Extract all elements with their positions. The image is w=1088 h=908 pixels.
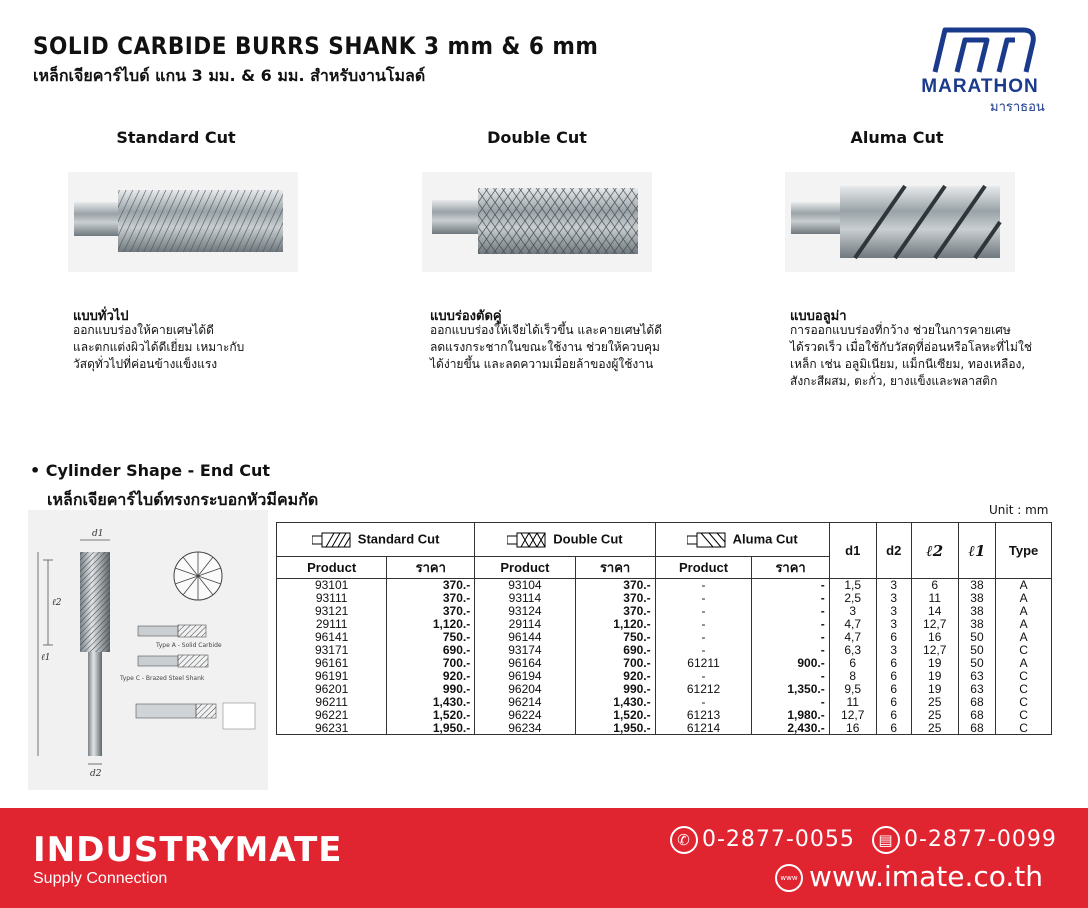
aluma-cut-heading: แบบอลูม่า — [790, 309, 847, 324]
table-cell: A — [996, 592, 1052, 605]
table-row — [277, 657, 1052, 670]
table-cell: - — [655, 579, 752, 592]
table-cell: 370.- — [387, 579, 475, 592]
table-cell: 93111 — [277, 592, 387, 605]
group-standard-cut: Standard Cut — [277, 523, 475, 557]
brand-tagline: Supply Connection — [33, 870, 168, 887]
table-cell: 96164 — [475, 657, 575, 670]
logo-wordmark: MARATHON — [921, 76, 1039, 97]
phone-number[interactable]: ✆ 0-2877-0055 — [670, 826, 855, 854]
table-cell: 50 — [958, 631, 996, 644]
table-cell: 96201 — [277, 683, 387, 696]
phone-icon: ✆ — [670, 826, 698, 854]
table-cell: 96191 — [277, 670, 387, 683]
table-cell: 6 — [876, 696, 911, 709]
aluma-cut-title: Aluma Cut — [850, 128, 944, 147]
table-cell: 29111 — [277, 618, 387, 631]
table-cell: - — [655, 605, 752, 618]
table-cell: 700.- — [575, 657, 655, 670]
table-row — [277, 696, 1052, 709]
table-cell: 2,5 — [829, 592, 876, 605]
table-cell: 96211 — [277, 696, 387, 709]
table-cell: 6 — [876, 657, 911, 670]
group-aluma-cut: Aluma Cut — [655, 523, 829, 557]
table-cell: 68 — [958, 709, 996, 722]
col-d1: d1 — [829, 523, 876, 579]
section-heading: • Cylinder Shape - End Cut — [30, 461, 271, 480]
table-row — [277, 631, 1052, 644]
table-cell: 19 — [911, 670, 958, 683]
table-cell: C — [996, 683, 1052, 696]
table-cell: 93124 — [475, 605, 575, 618]
page-title: SOLID CARBIDE BURRS SHANK 3 mm & 6 mm — [33, 32, 599, 60]
table-cell: 50 — [958, 644, 996, 657]
table-cell: - — [752, 605, 829, 618]
table-cell: 96204 — [475, 683, 575, 696]
www-icon: www — [775, 864, 803, 892]
diagram-label-l1: ℓ1 — [41, 653, 51, 663]
table-cell: 1,980.- — [752, 709, 829, 722]
table-cell: 11 — [911, 592, 958, 605]
table-cell: 4,7 — [829, 631, 876, 644]
table-cell: 16 — [829, 722, 876, 735]
fax-number[interactable]: ▤ 0-2877-0099 — [872, 826, 1057, 854]
table-cell: 19 — [911, 683, 958, 696]
table-cell: 370.- — [387, 592, 475, 605]
diagram-label-l2: ℓ2 — [52, 598, 62, 608]
table-cell: 990.- — [575, 683, 655, 696]
col-price: ราคา — [387, 557, 475, 579]
table-cell: 93121 — [277, 605, 387, 618]
table-cell: 370.- — [575, 592, 655, 605]
table-cell: 50 — [958, 657, 996, 670]
table-cell: 900.- — [752, 657, 829, 670]
table-cell: 14 — [911, 605, 958, 618]
table-cell: 68 — [958, 696, 996, 709]
table-cell: 93174 — [475, 644, 575, 657]
double-cut-image — [422, 172, 652, 272]
table-cell: - — [752, 579, 829, 592]
table-cell: - — [655, 644, 752, 657]
table-row — [277, 683, 1052, 696]
table-cell: 920.- — [387, 670, 475, 683]
table-cell: 750.- — [575, 631, 655, 644]
table-cell: 3 — [829, 605, 876, 618]
col-product: Product — [475, 557, 575, 579]
table-row — [277, 618, 1052, 631]
table-cell: 3 — [876, 579, 911, 592]
table-cell: C — [996, 709, 1052, 722]
table-cell: 1,120.- — [387, 618, 475, 631]
table-cell: 6 — [829, 657, 876, 670]
table-cell: 96144 — [475, 631, 575, 644]
aluma-cut-description: การออกแบบร่องที่กว้าง ช่วยในการคายเศษ ได้รวดเร็ว เมื่อใช้กับวัสดุที่อ่อนหรือโลหะที่ไม่ใช่ เหล็ก เช่น อลูมิเนียม, แม็กนีเซียม, ทองเหลือง, สังกะสีผสม, ตะกั่ว, ยางแข็งและพลาสติก — [790, 323, 1032, 388]
table-cell: C — [996, 644, 1052, 657]
table-cell: 61212 — [655, 683, 752, 696]
table-cell: 12,7 — [911, 644, 958, 657]
col-price: ราคา — [575, 557, 655, 579]
aluma-cut-image — [785, 172, 1015, 272]
table-cell: 61214 — [655, 722, 752, 735]
double-cut-title: Double Cut — [487, 128, 587, 147]
table-cell: - — [655, 631, 752, 644]
table-cell: - — [752, 592, 829, 605]
table-cell: 63 — [958, 670, 996, 683]
diagram-label-d1: d1 — [92, 529, 104, 539]
logo-thai: มาราธอน — [990, 100, 1045, 115]
table-cell: 1,950.- — [575, 722, 655, 735]
table-cell: 1,520.- — [575, 709, 655, 722]
table-cell: 38 — [958, 618, 996, 631]
table-cell: 93101 — [277, 579, 387, 592]
table-cell: - — [655, 618, 752, 631]
table-cell: 11 — [829, 696, 876, 709]
table-cell: 6 — [876, 709, 911, 722]
table-row — [277, 722, 1052, 735]
table-cell: 29114 — [475, 618, 575, 631]
diagram-label-d2: d2 — [90, 769, 102, 779]
table-cell: - — [752, 696, 829, 709]
col-price: ราคา — [752, 557, 829, 579]
table-cell: 1,350.- — [752, 683, 829, 696]
table-cell: 690.- — [387, 644, 475, 657]
table-row — [277, 644, 1052, 657]
table-cell: - — [655, 592, 752, 605]
table-cell: 1,5 — [829, 579, 876, 592]
table-cell: 19 — [911, 657, 958, 670]
section-heading-thai: เหล็กเจียคาร์ไบด์ทรงกระบอกหัวมีคมกัด — [47, 490, 319, 509]
table-cell: 61213 — [655, 709, 752, 722]
table-cell: 690.- — [575, 644, 655, 657]
table-cell: 96194 — [475, 670, 575, 683]
aluma-cut-icon — [687, 532, 727, 548]
standard-cut-image — [68, 172, 298, 272]
col-l2: ℓ2 — [911, 523, 958, 579]
table-cell: 990.- — [387, 683, 475, 696]
table-cell: 96161 — [277, 657, 387, 670]
type-a-label: Type A - Solid Carbide — [156, 642, 222, 649]
table-cell: A — [996, 579, 1052, 592]
fax-icon: ▤ — [872, 826, 900, 854]
type-c-label: Type C - Brazed Steel Shank — [120, 675, 205, 682]
table-cell: 93171 — [277, 644, 387, 657]
table-cell: 25 — [911, 722, 958, 735]
table-cell: 96224 — [475, 709, 575, 722]
table-cell: 1,120.- — [575, 618, 655, 631]
table-cell: C — [996, 670, 1052, 683]
table-cell: A — [996, 605, 1052, 618]
table-cell: - — [752, 644, 829, 657]
table-row — [277, 592, 1052, 605]
standard-cut-description: ออกแบบร่องให้คายเศษได้ดี และตกแต่งผิวได้ดีเยี่ยม เหมาะกับ วัสดุทั่วไปที่ค่อนข้างแข็งแรง — [73, 323, 245, 371]
table-cell: 8 — [829, 670, 876, 683]
table-cell: 370.- — [575, 605, 655, 618]
table-cell: 3 — [876, 605, 911, 618]
table-cell: 93104 — [475, 579, 575, 592]
table-cell: 1,430.- — [575, 696, 655, 709]
table-cell: 6 — [911, 579, 958, 592]
col-product: Product — [277, 557, 387, 579]
table-cell: 370.- — [575, 579, 655, 592]
table-cell: 12,7 — [911, 618, 958, 631]
page-subtitle: เหล็กเจียคาร์ไบด์ แกน 3 มม. & 6 มม. สำหรับงานโมลด์ — [33, 66, 426, 85]
table-cell: 96141 — [277, 631, 387, 644]
brand-name: INDUSTRYMATE — [33, 830, 343, 870]
table-row — [277, 579, 1052, 592]
col-d2: d2 — [876, 523, 911, 579]
table-cell: 1,950.- — [387, 722, 475, 735]
table-cell: 38 — [958, 592, 996, 605]
col-product: Product — [655, 557, 752, 579]
table-row — [277, 670, 1052, 683]
table-cell: A — [996, 618, 1052, 631]
table-cell: 6 — [876, 722, 911, 735]
table-cell: A — [996, 631, 1052, 644]
table-cell: 2,430.- — [752, 722, 829, 735]
table-cell: 6 — [876, 631, 911, 644]
table-cell: 61211 — [655, 657, 752, 670]
spec-table — [276, 522, 1052, 735]
standard-cut-icon — [312, 532, 352, 548]
table-cell: 25 — [911, 696, 958, 709]
table-cell: 4,7 — [829, 618, 876, 631]
table-cell: 1,430.- — [387, 696, 475, 709]
table-cell: 63 — [958, 683, 996, 696]
table-cell: 6 — [876, 670, 911, 683]
table-cell: 700.- — [387, 657, 475, 670]
table-cell: 96231 — [277, 722, 387, 735]
standard-cut-heading: แบบทั่วไป — [73, 309, 129, 324]
table-cell: 6,3 — [829, 644, 876, 657]
table-cell: 3 — [876, 592, 911, 605]
burr-diagram — [28, 510, 268, 790]
col-type: Type — [996, 523, 1052, 579]
unit-label: Unit : mm — [989, 503, 1049, 517]
table-cell: C — [996, 696, 1052, 709]
table-cell: 1,520.- — [387, 709, 475, 722]
double-cut-description: ออกแบบร่องให้เจียได้เร็วขึ้น และคายเศษได้ดี ลดแรงกระชากในขณะใช้งาน ช่วยให้ควบคุม ได้ง่ายขึ้น และลดความเมื่อยล้าของผู้ใช้งาน — [430, 323, 663, 371]
table-cell: 38 — [958, 579, 996, 592]
table-row — [277, 709, 1052, 722]
table-cell: C — [996, 722, 1052, 735]
table-cell: - — [655, 670, 752, 683]
double-cut-icon — [507, 532, 547, 548]
standard-cut-title: Standard Cut — [116, 128, 236, 147]
table-cell: 9,5 — [829, 683, 876, 696]
table-cell: 12,7 — [829, 709, 876, 722]
table-row — [277, 605, 1052, 618]
table-cell: - — [752, 670, 829, 683]
table-cell: 93114 — [475, 592, 575, 605]
table-cell: 750.- — [387, 631, 475, 644]
table-cell: 96214 — [475, 696, 575, 709]
table-cell: 3 — [876, 644, 911, 657]
table-cell: - — [752, 618, 829, 631]
table-cell: - — [752, 631, 829, 644]
table-cell: 38 — [958, 605, 996, 618]
group-double-cut: Double Cut — [475, 523, 655, 557]
website-link[interactable]: www www.imate.co.th — [775, 860, 1043, 893]
table-cell: 370.- — [387, 605, 475, 618]
table-cell: - — [655, 696, 752, 709]
table-cell: 3 — [876, 618, 911, 631]
table-cell: 68 — [958, 722, 996, 735]
table-cell: 96221 — [277, 709, 387, 722]
col-l1: ℓ1 — [958, 523, 996, 579]
table-cell: 96234 — [475, 722, 575, 735]
table-cell: 16 — [911, 631, 958, 644]
table-cell: 920.- — [575, 670, 655, 683]
double-cut-heading: แบบร่องตัดคู่ — [430, 309, 502, 324]
table-cell: 25 — [911, 709, 958, 722]
table-cell: A — [996, 657, 1052, 670]
footer-banner — [0, 808, 1088, 908]
table-cell: 6 — [876, 683, 911, 696]
